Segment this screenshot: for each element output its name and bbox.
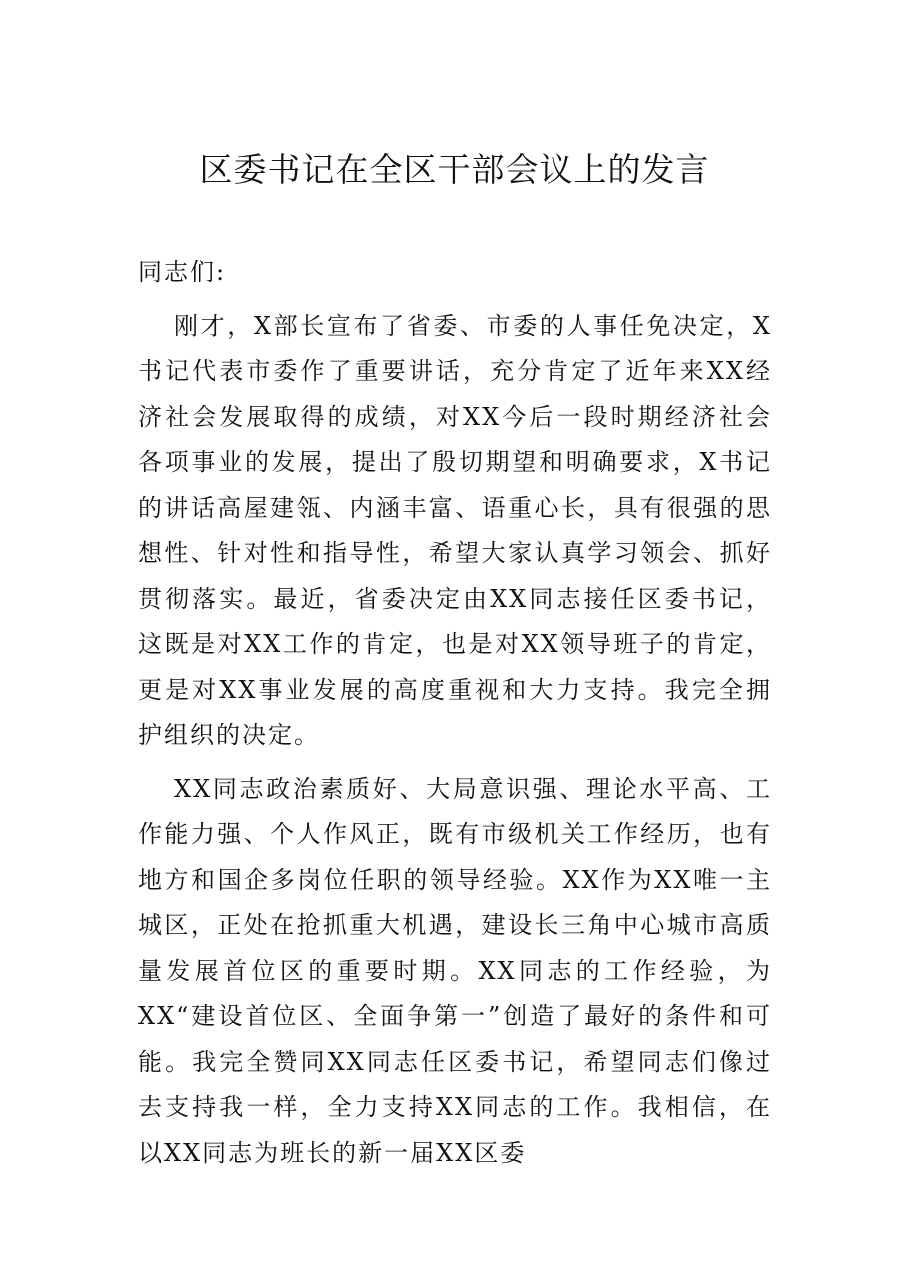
paragraph-1: 刚才，X部长宣布了省委、市委的人事任免决定，X书记代表市委作了重要讲话，充分肯定了近年来XX经济社会发展取得的成绩，对XX今后一段时期经济社会各项事业的发展，提出了殷切期望和明确要求，X书记的讲话高屋建瓴、内涵丰富、语重心长，具有很强的思想性、针对性和指导性，希望大家认真学习领会、抓好贯彻落实。最近，省委决定由XX同志接任区委书记，这既是对XX工作的肯定，也是对XX领导班子的肯定，更是对XX事业发展的高度重视和大力支持。我完全拥护组织的决定。 bbox=[138, 311, 772, 749]
document-body bbox=[138, 250, 772, 1184]
document-title: 区委书记在全区干部会议上的发言 bbox=[199, 150, 710, 189]
salutation: 同志们: bbox=[138, 258, 227, 286]
paragraph-2: XX同志政治素质好、大局意识强、理论水平高、工作能力强、个人作风正，既有市级机关工作经历，也有地方和国企多岗位任职的领导经验。XX作为XX唯一主城区，正处在抢抓重大机遇，建设长三角中心城市高质量发展首位区的重要时期。XX同志的工作经验，为XX“建设首位区、全面争第一”创造了最好的条件和可能。我完全赞同XX同志任区委书记，希望同志们像过去支持我一样，全力支持XX同志的工作。我相信，在以XX同志为班长的新一届XX区委 bbox=[138, 774, 772, 1167]
